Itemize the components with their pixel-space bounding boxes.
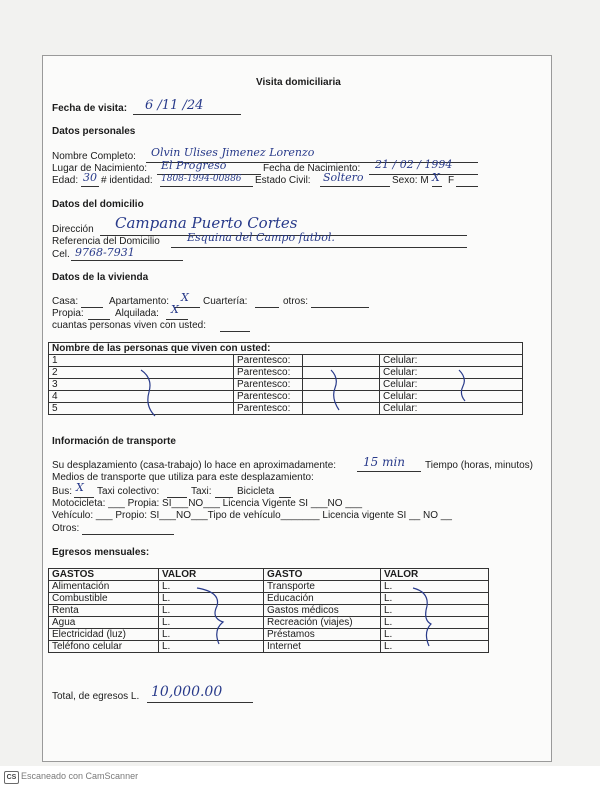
- commute-label: Su desplazamiento (casa-trabajo) lo hace en aproximadamente:: [52, 460, 337, 471]
- expense-value: L.: [381, 641, 489, 653]
- expense-value: L.: [159, 581, 264, 593]
- expense-value: L.: [159, 617, 264, 629]
- civil-status-value: Soltero: [323, 171, 364, 184]
- apartment-mark: X: [181, 291, 189, 304]
- table-row: [49, 379, 523, 391]
- parentesco-label: Parentesco:: [234, 355, 303, 367]
- expense-name: Internet: [264, 641, 381, 653]
- sex-f-label: F: [448, 175, 455, 186]
- bicycle-label: Bicicleta: [237, 486, 275, 497]
- rented-label: Alquilada:: [115, 308, 159, 319]
- total-value: 10,000.00: [151, 684, 223, 700]
- celular-label: Celular:: [380, 391, 523, 403]
- id-value: 1808-1994-00886: [161, 174, 242, 184]
- col-header-gasto: GASTO: [264, 569, 381, 581]
- scanner-watermark-text: Escaneado con CamScanner: [21, 771, 139, 781]
- col-header-valor-2: VALOR: [381, 569, 489, 581]
- form-title: Visita domiciliaria: [256, 77, 341, 88]
- people-count-label: cuantas personas viven con usted:: [52, 320, 206, 331]
- expense-name: Electricidad (luz): [49, 629, 159, 641]
- cel-value: 9768-7931: [75, 246, 135, 259]
- full-name-value: Olvin Ulises Jimenez Lorenzo: [151, 146, 315, 159]
- taxi-label: Taxi:: [191, 486, 212, 497]
- reference-label: Referencia del Domicilio: [52, 236, 160, 247]
- bus-mark: X: [76, 481, 84, 494]
- expense-name: Agua: [49, 617, 159, 629]
- bus-label: Bus:: [52, 486, 73, 497]
- rented-mark: X: [171, 303, 179, 316]
- scanner-footer: [0, 766, 600, 788]
- celular-label: Celular:: [380, 367, 523, 379]
- expense-value: L.: [159, 593, 264, 605]
- birthdate-label: Fecha de Nacimiento:: [263, 163, 361, 174]
- visit-date-label: Fecha de visita:: [52, 103, 128, 114]
- expense-name: Alimentación: [49, 581, 159, 593]
- time-units-label: Tiempo (horas, minutos): [425, 460, 533, 471]
- expense-value: L.: [381, 605, 489, 617]
- col-header-valor: VALOR: [159, 569, 264, 581]
- personal-data-heading: Datos personales: [52, 126, 136, 137]
- expense-name: Préstamos: [264, 629, 381, 641]
- cuarteria-line: [255, 307, 279, 308]
- row-number: 1: [49, 355, 234, 367]
- age-value: 30: [83, 171, 97, 184]
- row-number: 2: [49, 367, 234, 379]
- commute-line: [357, 471, 421, 472]
- reference-value: Esquina del Campo futbol.: [187, 231, 335, 244]
- visit-date-value: 6 /11 /24: [145, 98, 204, 113]
- handwritten-brace-4: [191, 586, 227, 646]
- expense-name: Combustible: [49, 593, 159, 605]
- row-number: 3: [49, 379, 234, 391]
- shared-taxi-label: Taxi colectivo:: [97, 486, 160, 497]
- id-label: # identidad:: [101, 175, 153, 186]
- table-row: [49, 355, 523, 367]
- vehicle-line: Vehículo: ___ Propio: SI___NO___Tipo de vehículo_______ Licencia vigente SI __ NO __: [52, 510, 452, 521]
- expense-value: L.: [159, 641, 264, 653]
- handwritten-brace-5: [409, 586, 437, 648]
- civil-status-line: [320, 186, 390, 187]
- address-heading: Datos del domicilio: [52, 199, 144, 210]
- sex-label: Sexo: M: [392, 175, 429, 186]
- row-number: 4: [49, 391, 234, 403]
- expense-name: Teléfono celular: [49, 641, 159, 653]
- expense-name: Transporte: [264, 581, 381, 593]
- transport-means-label: Medios de transporte que utiliza para este desplazamiento:: [52, 472, 314, 483]
- full-name-label: Nombre Completo:: [52, 151, 136, 162]
- cuarteria-label: Cuartería:: [203, 296, 248, 307]
- expense-name: Recreación (viajes): [264, 617, 381, 629]
- col-header-gastos: GASTOS: [49, 569, 159, 581]
- household-table: [48, 342, 523, 415]
- people-count-line: [220, 331, 250, 332]
- table-row: [49, 391, 523, 403]
- parentesco-label: Parentesco:: [234, 403, 303, 415]
- parentesco-label: Parentesco:: [234, 367, 303, 379]
- house-label: Casa:: [52, 296, 79, 307]
- birthdate-value: 21 / 02 / 1994: [375, 158, 453, 171]
- expense-value: L.: [159, 629, 264, 641]
- expense-name: Gastos médicos: [264, 605, 381, 617]
- sex-m-line: [432, 186, 442, 187]
- expense-name: Educación: [264, 593, 381, 605]
- commute-value: 15 min: [363, 455, 406, 469]
- house-line: [81, 307, 103, 308]
- parentesco-label: Parentesco:: [234, 379, 303, 391]
- motorcycle-line: Motocicleta: ___ Propia: SI___NO___ Licencia Vigente SI ___NO ___: [52, 498, 363, 509]
- transport-other-line: [82, 534, 174, 535]
- handwritten-brace-2: [325, 368, 345, 413]
- expense-value: L.: [381, 593, 489, 605]
- cel-line: [71, 260, 183, 261]
- celular-label: Celular:: [380, 355, 523, 367]
- age-label: Edad:: [52, 175, 79, 186]
- birthplace-value: El Progreso: [161, 159, 227, 172]
- expense-name: Renta: [49, 605, 159, 617]
- total-line: [147, 702, 253, 703]
- transport-other-label: Otros:: [52, 523, 80, 534]
- row-number: 5: [49, 403, 234, 415]
- transport-heading: Información de transporte: [52, 436, 176, 447]
- expenses-heading: Egresos mensuales:: [52, 547, 150, 558]
- expense-value: L.: [159, 605, 264, 617]
- reference-line: [171, 247, 467, 248]
- parentesco-label: Parentesco:: [234, 391, 303, 403]
- age-line: [81, 186, 99, 187]
- form-page: [42, 55, 552, 762]
- visit-date-line: [133, 114, 241, 115]
- table-row: [49, 403, 523, 415]
- camscanner-logo: CS: [4, 771, 19, 784]
- celular-label: Celular:: [380, 403, 523, 415]
- total-label: Total, de egresos L.: [52, 691, 140, 702]
- sex-mark: X: [432, 171, 440, 184]
- cel-label: Cel.: [52, 249, 70, 260]
- expense-value: L.: [381, 617, 489, 629]
- expense-value: L.: [381, 629, 489, 641]
- table-row: [49, 367, 523, 379]
- handwritten-brace-1: [133, 368, 163, 418]
- household-table-header: Nombre de las personas que viven con usted:: [49, 343, 523, 355]
- address-value: Campana Puerto Cortes: [115, 214, 298, 232]
- address-label: Dirección: [52, 224, 94, 235]
- sex-f-line: [456, 186, 478, 187]
- handwritten-brace-3: [453, 368, 473, 403]
- owned-label: Propia:: [52, 308, 84, 319]
- housing-heading: Datos de la vivienda: [52, 272, 149, 283]
- birthplace-label: Lugar de Nacimiento:: [52, 163, 148, 174]
- celular-label: Celular:: [380, 379, 523, 391]
- housing-other-label: otros:: [283, 296, 309, 307]
- parentesco-value: [303, 355, 380, 367]
- apartment-label: Apartamento:: [109, 296, 170, 307]
- housing-other-line: [311, 307, 369, 308]
- civil-status-label: Estado Civil:: [255, 175, 311, 186]
- id-line: [160, 186, 253, 187]
- expense-value: L.: [381, 581, 489, 593]
